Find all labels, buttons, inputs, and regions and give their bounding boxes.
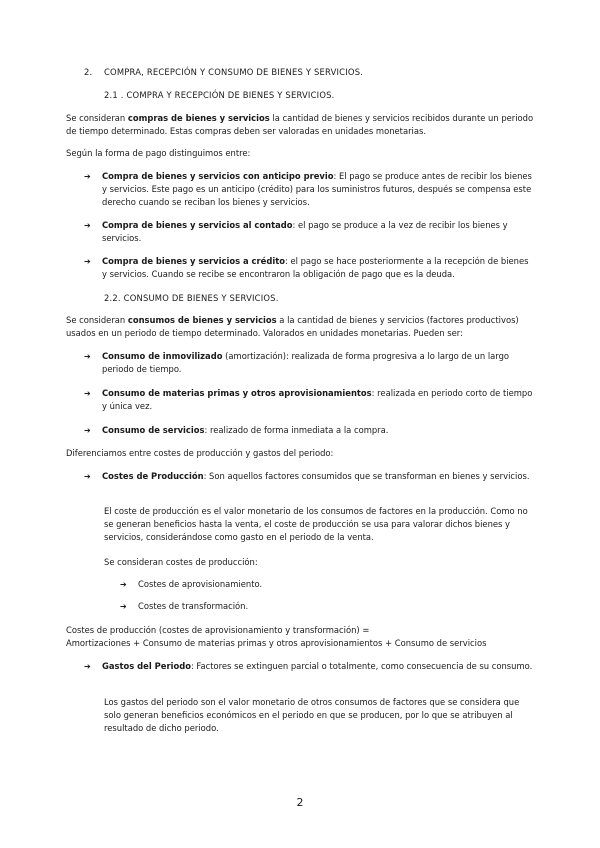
sub-list-item-transformacion: ➔ Costes de transformación. [120,601,249,611]
section-number: 2. [84,67,93,77]
list-item-costes-produccion: ➔ Costes de Producción: Son aquellos factores consumidos que se transforman en bienes y servicios. [84,471,530,481]
list-item-credito: ➔ Compra de bienes y servicios a crédito: el pago se hace posteriormente a la recepción de bienes y servicios. Cuando se recibe se encontraron la obligación de pago que es la deuda. [84,256,529,279]
arrow-bullet-icon: ➔ [84,172,91,181]
arrow-bullet-icon: ➔ [84,389,91,398]
term-consumos: consumos de bienes y servicios [127,315,277,325]
list-item-gastos-periodo: ➔ Gastos del Periodo: Factores se extinguen parcial o totalmente, como consecuencia de su consumo. [84,661,533,671]
paragraph-diferenciamos: Diferenciamos entre costes de producción y gastos del periodo: [66,448,334,458]
subsection-heading-2-1: 2.1 . COMPRA Y RECEPCIÓN DE BIENES Y SERVICIOS. [104,90,335,100]
arrow-bullet-icon: ➔ [84,662,91,671]
paragraph-compras: Se consideran compras de bienes y servicios la cantidad de bienes y servicios recibidos durante un periodo de tiempo determinado. Estas compras deben ser valoradas en unidades monetarias. [66,113,534,136]
subsection-heading-2-2: 2.2. CONSUMO DE BIENES Y SERVICIOS. [104,293,279,303]
arrow-bullet-icon: ➔ [84,221,91,230]
paragraph-consumos: Se consideran consumos de bienes y servicios a la cantidad de bienes y servicios (factores productivos) usados en un periodo de tiempo determinado. Valorados en unidades monetarias. Pueden ser: [66,315,519,338]
term-compras: compras de bienes y servicios [127,113,270,123]
formula-line-2: Amortizaciones + Consumo de materias primas y otros aprovisionamientos + Consumo de servicios [66,638,487,648]
arrow-bullet-icon: ➔ [120,580,127,589]
arrow-bullet-icon: ➔ [84,352,91,361]
arrow-bullet-icon: ➔ [84,426,91,435]
paragraph-forma-pago: Según la forma de pago distinguimos entre: [66,148,251,158]
formula-costes [66,624,556,650]
list-item-materias-primas: ➔ Consumo de materias primas y otros aprovisionamientos: realizada en periodo corto de tiempo y única vez. [84,388,533,411]
arrow-bullet-icon: ➔ [84,257,91,266]
list-item-inmovilizado: ➔ Consumo de inmovilizado (amortización): realizada de forma progresiva a lo largo de un largo periodo de tiempo. [84,351,510,374]
page-number: 2 [296,796,304,809]
formula-line-1: Costes de producción (costes de aprovisionamiento y transformación) = [66,625,370,635]
paragraph-gastos-periodo: Los gastos del periodo son el valor monetario de otros consumos de factores que se considera que solo generan beneficios económicos en el periodo en que se producen, por lo que se atribuyen al resultado de dicho periodo. [104,697,520,733]
list-item-servicios: ➔ Consumo de servicios: realizado de forma inmediata a la compra. [84,425,389,435]
list-item-anticipo: ➔ Compra de bienes y servicios con anticipo previo: El pago se produce antes de recibir los bienes y servicios. Este pago es un anticipo (crédito) para los suministros futuros, después se compensa este derecho cuando se reciban los bienes y servicios. [84,171,532,207]
sub-list-item-aprovisionamiento: ➔ Costes de aprovisionamiento. [120,579,263,589]
section-heading [84,66,363,79]
section-title: COMPRA, RECEPCIÓN Y CONSUMO DE BIENES Y SERVICIOS. [104,67,364,77]
paragraph-se-consideran: Se consideran costes de producción: [104,557,258,567]
arrow-bullet-icon: ➔ [84,472,91,481]
list-item-contado: ➔ Compra de bienes y servicios al contado: el pago se produce a la vez de recibir los bienes y servicios. [84,220,508,243]
paragraph-coste-produccion: El coste de producción es el valor monetario de los consumos de factores en la producción. Como no se generan beneficios hasta la venta, el coste de producción se usa para valorar dichos bienes y servicios, considerándose como gasto en el periodo de la venta. [104,506,528,542]
arrow-bullet-icon: ➔ [120,602,127,611]
